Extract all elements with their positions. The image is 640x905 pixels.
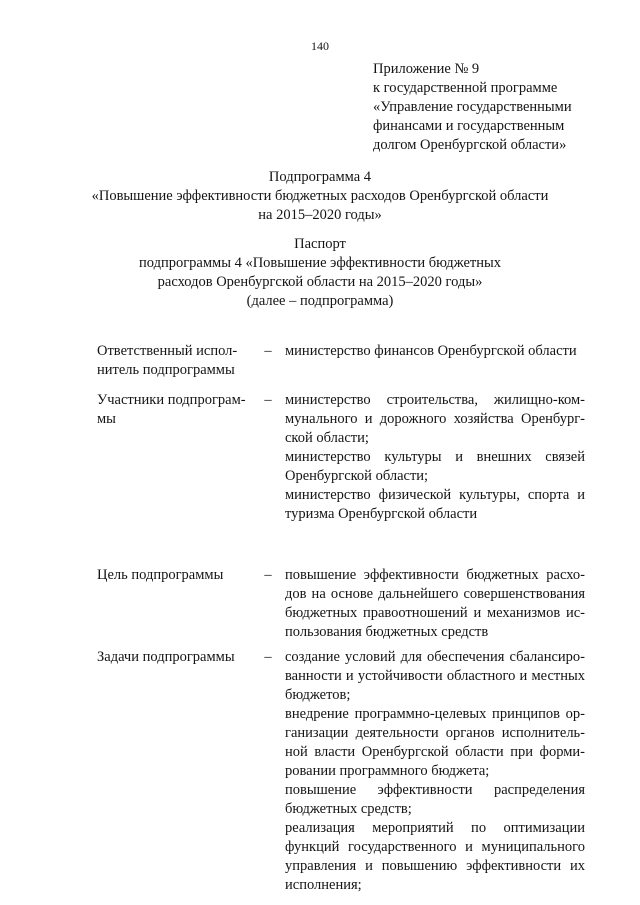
passport-table <box>97 342 587 898</box>
row-value-line: реализация мероприятий по оптимизации <box>285 820 585 836</box>
appendix-line: Приложение № 9 <box>373 61 480 77</box>
row-value <box>285 391 585 524</box>
row-value-line: повышение эффективности бюджетных расхо- <box>285 567 585 583</box>
subprogram-title-line: Подпрограмма 4 <box>268 169 372 185</box>
row-dash: – <box>264 567 272 583</box>
row-dash: – <box>264 649 272 665</box>
row-value-line: министерство физической культуры, спорта и <box>285 487 585 503</box>
appendix-line: финансами и государственным <box>373 118 565 134</box>
passport-title-line: расходов Оренбургской области на 2015–2020 годы» <box>157 274 483 290</box>
row-value-line: повышение эффективности распределения <box>285 782 585 798</box>
row-value-line: исполнения; <box>285 877 362 893</box>
row-value-line: создание условий для обеспечения сбалансиро- <box>285 649 585 665</box>
row-label-line: Цель подпрограммы <box>97 567 224 583</box>
row-value-line: бюджетов; <box>285 687 351 703</box>
row-label-line: Ответственный испол- <box>97 343 238 359</box>
passport-row-responsible <box>97 342 587 391</box>
passport-row-goal <box>97 566 587 648</box>
subprogram-title-line: на 2015–2020 годы» <box>258 207 382 223</box>
row-label <box>97 391 253 429</box>
appendix-line: «Управление государственными <box>373 99 572 115</box>
row-label <box>97 648 253 667</box>
row-dash: – <box>264 392 272 408</box>
row-value <box>285 342 585 361</box>
row-value-line: ванности и устойчивости областного и местных <box>285 668 585 684</box>
passport-title-line: подпрограммы 4 «Повышение эффективности бюджетных <box>138 255 501 271</box>
row-value-line: ной власти Оренбургской области при форми- <box>285 744 585 760</box>
row-value <box>285 648 585 895</box>
row-value-line: управления и повышению эффективности их <box>285 858 585 874</box>
row-value-line: министерство строительства, жилищно-ком- <box>285 392 585 408</box>
row-value-line: пользования бюджетных средств <box>285 624 489 640</box>
row-label-line: Задачи подпрограммы <box>97 649 235 665</box>
row-label <box>97 342 253 380</box>
row-label-line: мы <box>97 411 116 427</box>
appendix-header <box>373 60 633 155</box>
row-value-line: внедрение программно-целевых принципов ор- <box>285 706 585 722</box>
row-value-line: бюджетных правоотношений и механизмов ис- <box>285 605 585 621</box>
row-dash: – <box>264 343 272 359</box>
appendix-line: к государственной программе <box>373 80 558 96</box>
row-value-line: ской области; <box>285 430 369 446</box>
passport-row-participants <box>97 391 587 566</box>
row-value <box>285 566 585 642</box>
row-value-line: бюджетных средств; <box>285 801 412 817</box>
row-label-line: нитель подпрограммы <box>97 362 235 378</box>
page-number: 140 <box>311 39 329 53</box>
passport-row-tasks <box>97 648 587 898</box>
row-value-line: туризма Оренбургской области <box>285 506 478 522</box>
row-value-line: функций государственного и муниципального <box>285 839 585 855</box>
row-value-line: министерство финансов Оренбургской области <box>285 343 577 359</box>
passport-title-line: Паспорт <box>294 236 346 252</box>
passport-title <box>0 235 640 311</box>
row-value-line: дов на основе дальнейшего совершенствования <box>285 586 585 602</box>
row-value-line: ганизации деятельности органов исполнитель- <box>285 725 585 741</box>
passport-title-line: (далее – подпрограмма) <box>246 293 394 309</box>
row-value-line: мунального и дорожного хозяйства Оренбург- <box>285 411 585 427</box>
row-label <box>97 566 253 585</box>
subprogram-title-line: «Повышение эффективности бюджетных расходов Оренбургской области <box>91 188 549 204</box>
appendix-line: долгом Оренбургской области» <box>373 137 567 153</box>
row-label-line: Участники подпрограм- <box>97 392 246 408</box>
row-value-line: Оренбургской области; <box>285 468 429 484</box>
row-value-line: министерство культуры и внешних связей <box>285 449 585 465</box>
subprogram-title <box>0 168 640 225</box>
row-value-line: ровании программного бюджета; <box>285 763 490 779</box>
